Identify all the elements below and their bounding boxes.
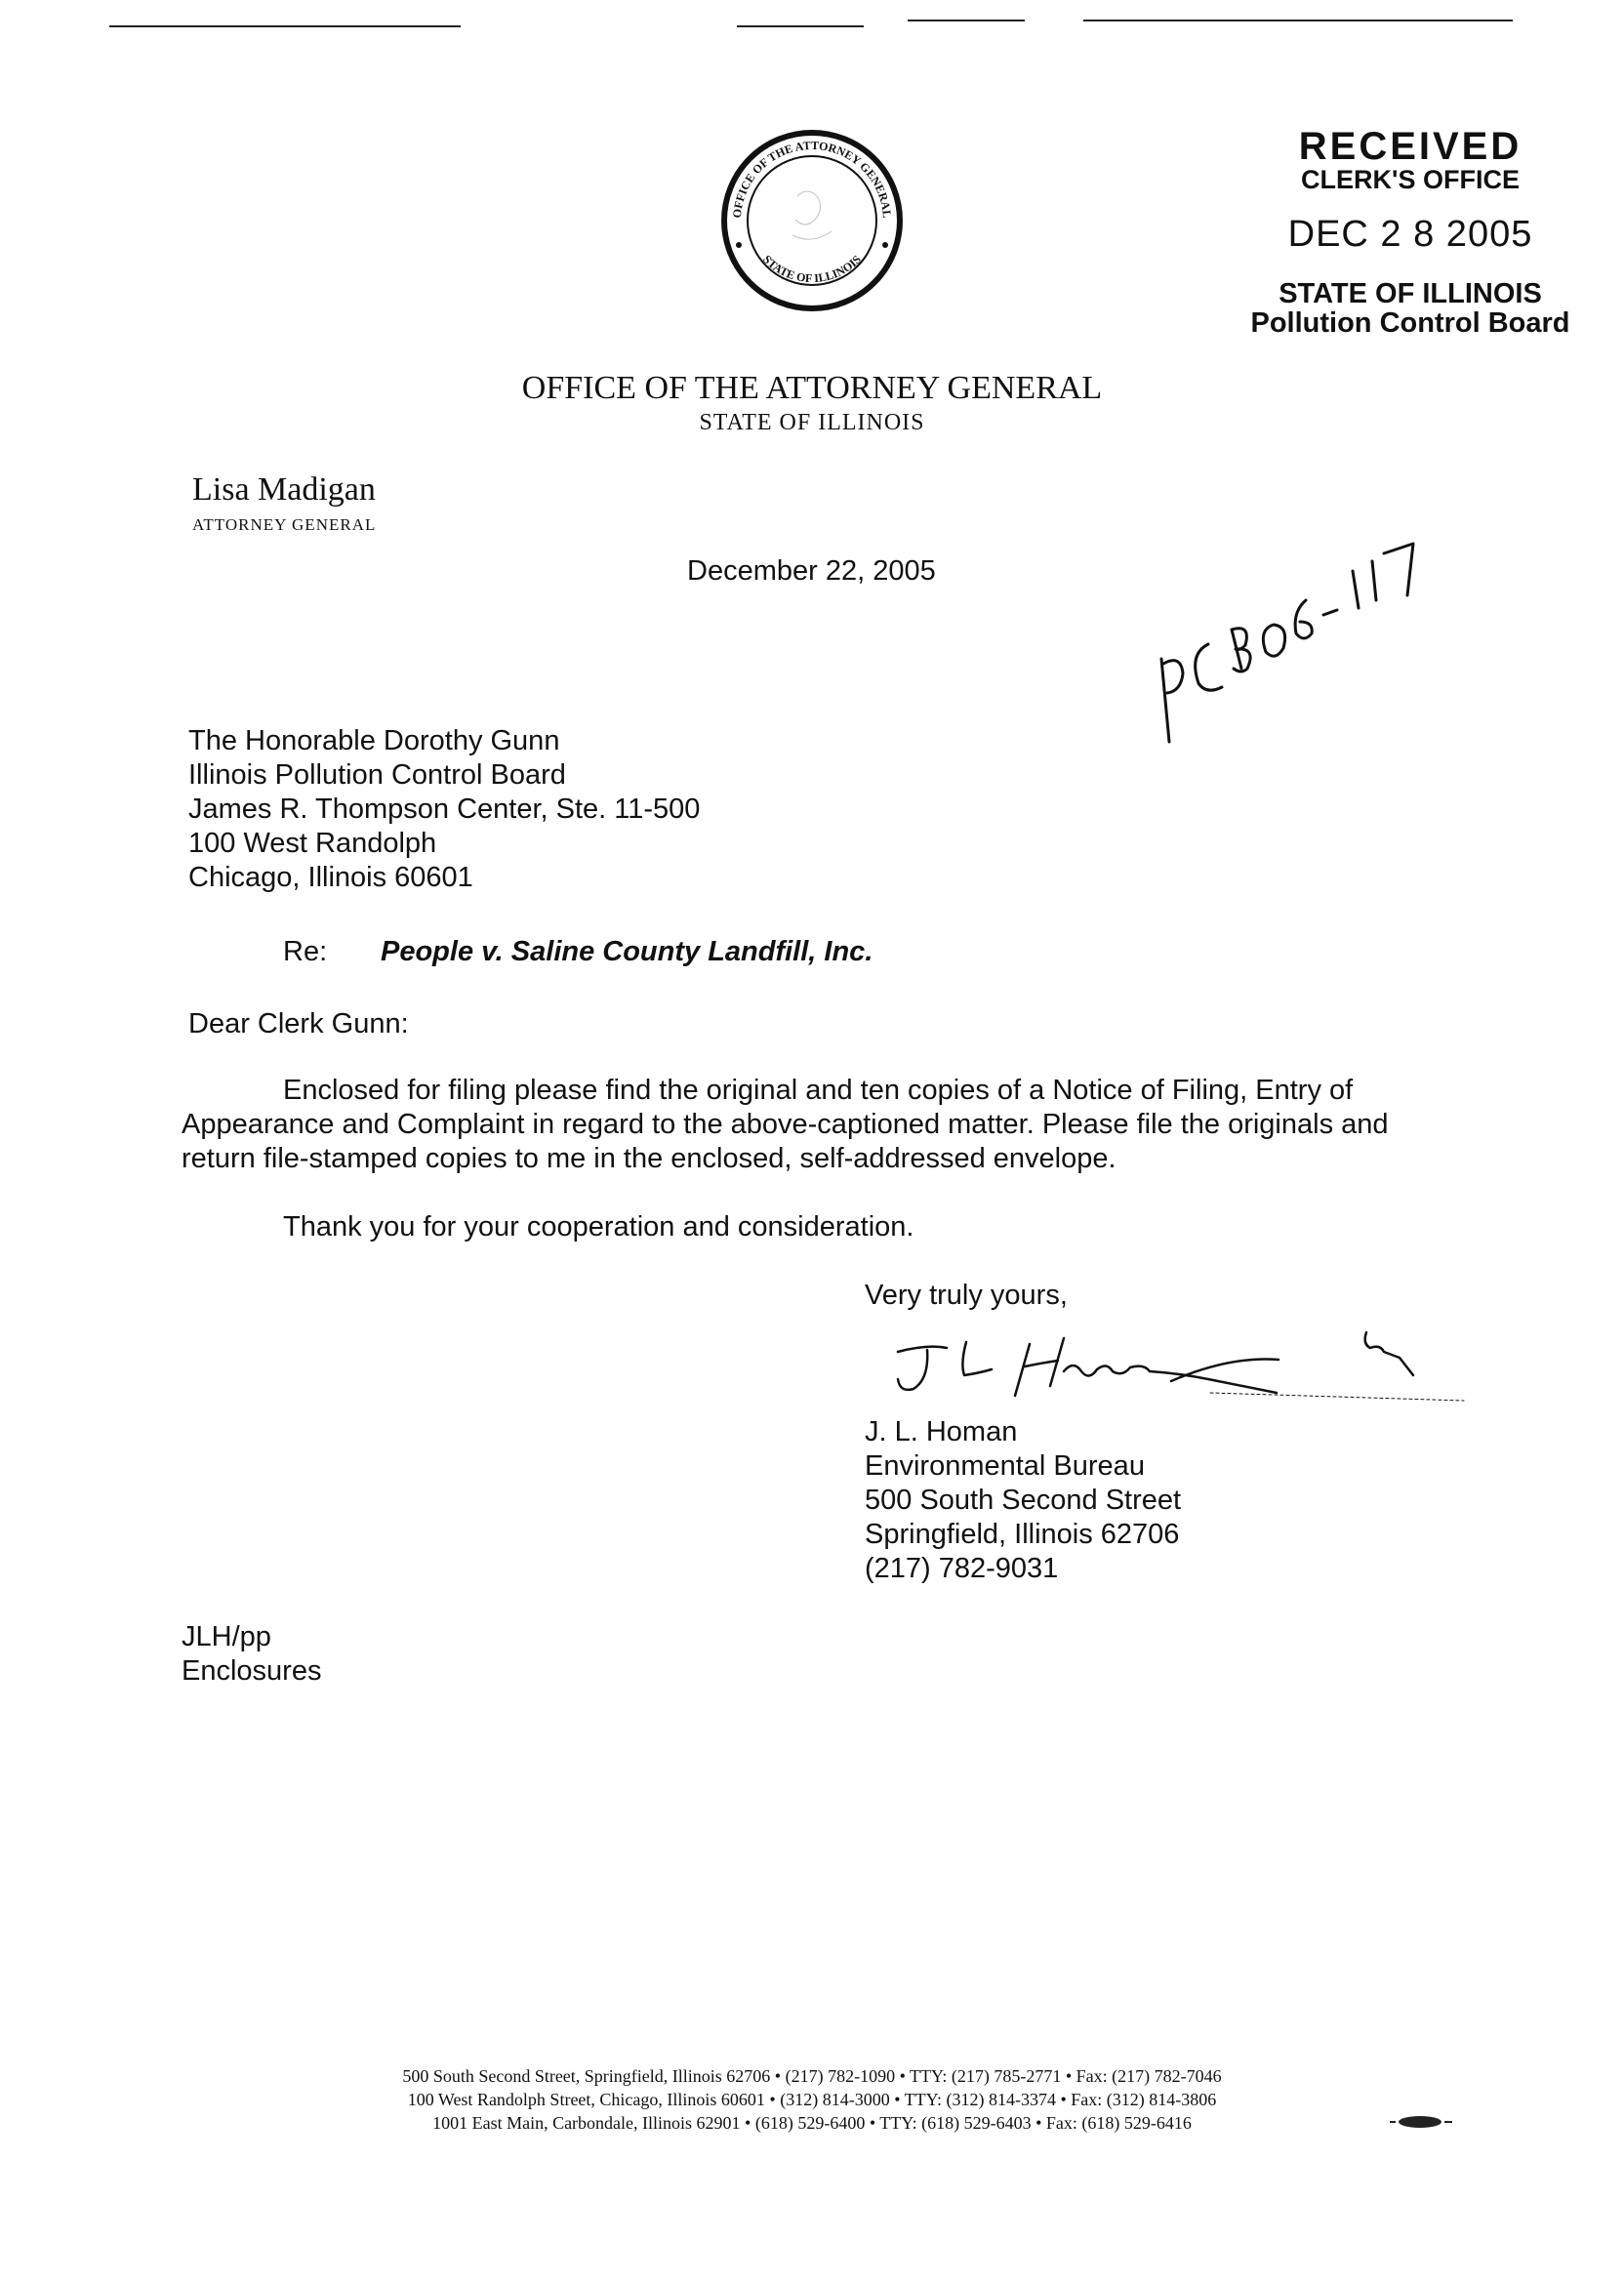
letterhead-footer	[0, 2064, 1624, 2135]
svg-text:PCB06-117: PCB06-117	[1152, 532, 1157, 533]
closing: Very truly yours,	[865, 1280, 1068, 1311]
address-line: 100 West Randolph	[188, 828, 437, 859]
footer-office-carbondale: 1001 East Main, Carbondale, Illinois 62901 • (618) 529-6400 • TTY: (618) 529-6403 • Fax: (618) 529-6416	[432, 2113, 1192, 2133]
seal-text-top: OFFICE OF THE ATTORNEY GENERAL	[729, 138, 895, 219]
stamp-date: DEC 2 8 2005	[1287, 214, 1533, 255]
signer-phone: (217) 782-9031	[865, 1553, 1059, 1584]
attorney-general-seal	[719, 128, 905, 313]
enclosures-note: Enclosures	[182, 1655, 322, 1687]
stamp-clerks-office: CLERK'S OFFICE	[1301, 165, 1520, 194]
recipient-address	[188, 724, 700, 895]
body-paragraph	[182, 1074, 1450, 1176]
scan-artifact-line	[109, 25, 461, 27]
stamp-received: RECEIVED	[1298, 125, 1522, 168]
handwritten-docket-number	[1152, 532, 1425, 756]
signature-block	[865, 1415, 1181, 1586]
recycled-paper-icon	[1386, 2112, 1454, 2132]
seal-text-bottom: STATE OF ILLINOIS	[760, 252, 864, 286]
address-line: The Honorable Dorothy Gunn	[188, 725, 560, 756]
address-line: Illinois Pollution Control Board	[188, 759, 566, 791]
paragraph-line: Appearance and Complaint in regard to the above-captioned matter. Please file the originals and	[182, 1109, 1389, 1140]
reference-initials: JLH/pp	[182, 1621, 271, 1652]
scan-artifact-line	[1083, 20, 1513, 21]
signer-city: Springfield, Illinois 62706	[865, 1519, 1180, 1550]
letter-date: December 22, 2005	[687, 555, 936, 587]
signer-street: 500 South Second Street	[865, 1485, 1182, 1516]
received-stamp	[1239, 127, 1581, 351]
scan-artifact-line	[908, 20, 1025, 21]
footer-office-chicago: 100 West Randolph Street, Chicago, Illinois 60601 • (312) 814-3000 • TTY: (312) 814-3374 • Fax: (312) 814-3806	[407, 2090, 1217, 2109]
body-paragraph: Thank you for your cooperation and consideration.	[283, 1211, 914, 1243]
footer-office-springfield: 500 South Second Street, Springfield, Illinois 62706 • (217) 782-1090 • TTY: (217) 785-2771 • Fax: (217) 782-7046	[402, 2066, 1222, 2086]
re-label: Re:	[283, 936, 328, 967]
re-case-name: People v. Saline County Landfill, Inc.	[381, 936, 873, 967]
signer-name: J. L. Homan	[865, 1416, 1018, 1447]
office-title: OFFICE OF THE ATTORNEY GENERAL	[521, 370, 1103, 406]
address-line: Chicago, Illinois 60601	[188, 862, 473, 893]
signer-bureau: Environmental Bureau	[865, 1450, 1145, 1482]
scan-artifact-line	[737, 25, 864, 27]
stamp-board: Pollution Control Board	[1250, 307, 1570, 339]
attorney-general-name: Lisa Madigan	[192, 471, 376, 508]
paragraph-line: Enclosed for filing please find the original and ten copies of a Notice of Filing, Entry of	[283, 1075, 1354, 1106]
address-line: James R. Thompson Center, Ste. 11-500	[188, 794, 701, 825]
reference-initials-block	[182, 1620, 321, 1689]
salutation: Dear Clerk Gunn:	[188, 1008, 409, 1039]
stamp-state: STATE OF ILLINOIS	[1279, 278, 1542, 309]
office-subtitle: STATE OF ILLINOIS	[699, 410, 925, 435]
handwritten-signature	[859, 1323, 1474, 1420]
attorney-general-title: ATTORNEY GENERAL	[192, 515, 377, 534]
paragraph-line: return file-stamped copies to me in the enclosed, self-addressed envelope.	[182, 1143, 1116, 1174]
